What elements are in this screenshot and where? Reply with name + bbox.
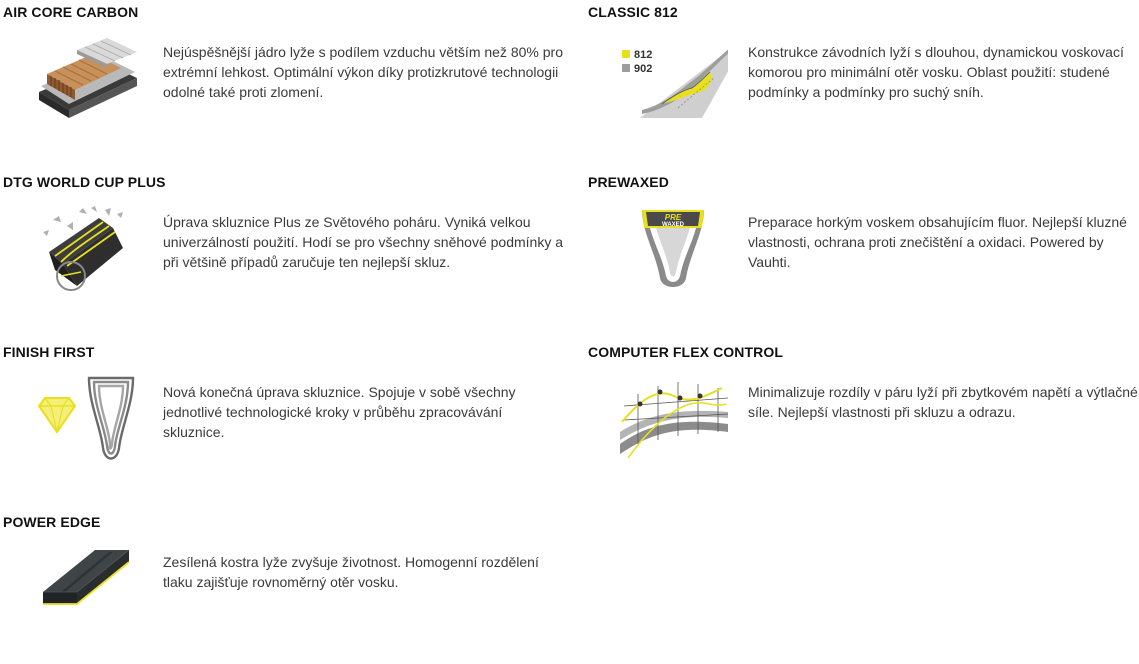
feature-title: DTG WORLD CUP PLUS — [3, 174, 166, 190]
feature-description: Úprava skluznice Plus ze Světového poháru. Vyniká velkou univerzálností použití. Hodí se pro všechny sněhové podmínky a při většině případů zaručuje ten nejlepší skluz. — [163, 214, 563, 270]
feature-computer-flex-control — [588, 344, 1139, 494]
feature-description: Nová konečná úprava skluznice. Spojuje v sobě všechny jednotlivé technologické kroky v průběhu zpracovávání skluznice. — [163, 384, 516, 440]
feature-title: PREWAXED — [588, 174, 669, 190]
finish-first-icon — [33, 374, 143, 464]
feature-prewaxed — [588, 174, 1139, 324]
prewaxed-label-pre: PRE — [664, 213, 682, 222]
power-edge-icon — [33, 544, 143, 634]
legend-812: 812 — [634, 49, 653, 61]
feature-air-core-carbon — [3, 4, 568, 154]
feature-power-edge — [3, 514, 568, 664]
feature-description: Konstrukce závodních lyží s dlouhou, dynamickou voskovací komorou pro minimální otěr vosku. Oblast použití: studené podmínky a podmínky pro suchý sníh. — [748, 44, 1124, 100]
prewaxed-icon — [618, 204, 728, 294]
feature-classic-812 — [588, 4, 1139, 154]
prewaxed-label-waxed: WAXED — [661, 222, 685, 228]
dtg-world-cup-plus-icon — [33, 204, 143, 294]
feature-title: COMPUTER FLEX CONTROL — [588, 344, 783, 360]
feature-description: Zesílená kostra lyže zvyšuje životnost. Homogenní rozdělení tlaku zajišťuje rovnoměrný otěr vosku. — [163, 554, 539, 590]
feature-description: Nejúspěšnější jádro lyže s podílem vzduchu větším než 80% pro extrémní lehkost. Optimální výkon díky protizkrutové technologii odolné také proti zlomení. — [163, 44, 563, 100]
feature-dtg-world-cup-plus — [3, 174, 568, 324]
air-core-carbon-icon — [33, 34, 143, 124]
feature-finish-first — [3, 344, 568, 494]
feature-title: POWER EDGE — [3, 514, 101, 530]
feature-title: FINISH FIRST — [3, 344, 95, 360]
legend-902: 902 — [634, 63, 653, 75]
computer-flex-control-icon — [618, 374, 728, 464]
classic-812-icon — [618, 34, 728, 124]
feature-description: Minimalizuje rozdíly v páru lyží při zbytkovém napětí a výtlačné síle. Nejlepší vlastnosti při skluzu a odrazu. — [748, 384, 1138, 420]
feature-description: Preparace horkým voskem obsahujícím fluor. Nejlepší kluzné vlastnosti, ochrana proti znečištění a oxidaci. Powered by Vauhti. — [748, 214, 1127, 270]
feature-title: AIR CORE CARBON — [3, 4, 139, 20]
feature-title: CLASSIC 812 — [588, 4, 678, 20]
